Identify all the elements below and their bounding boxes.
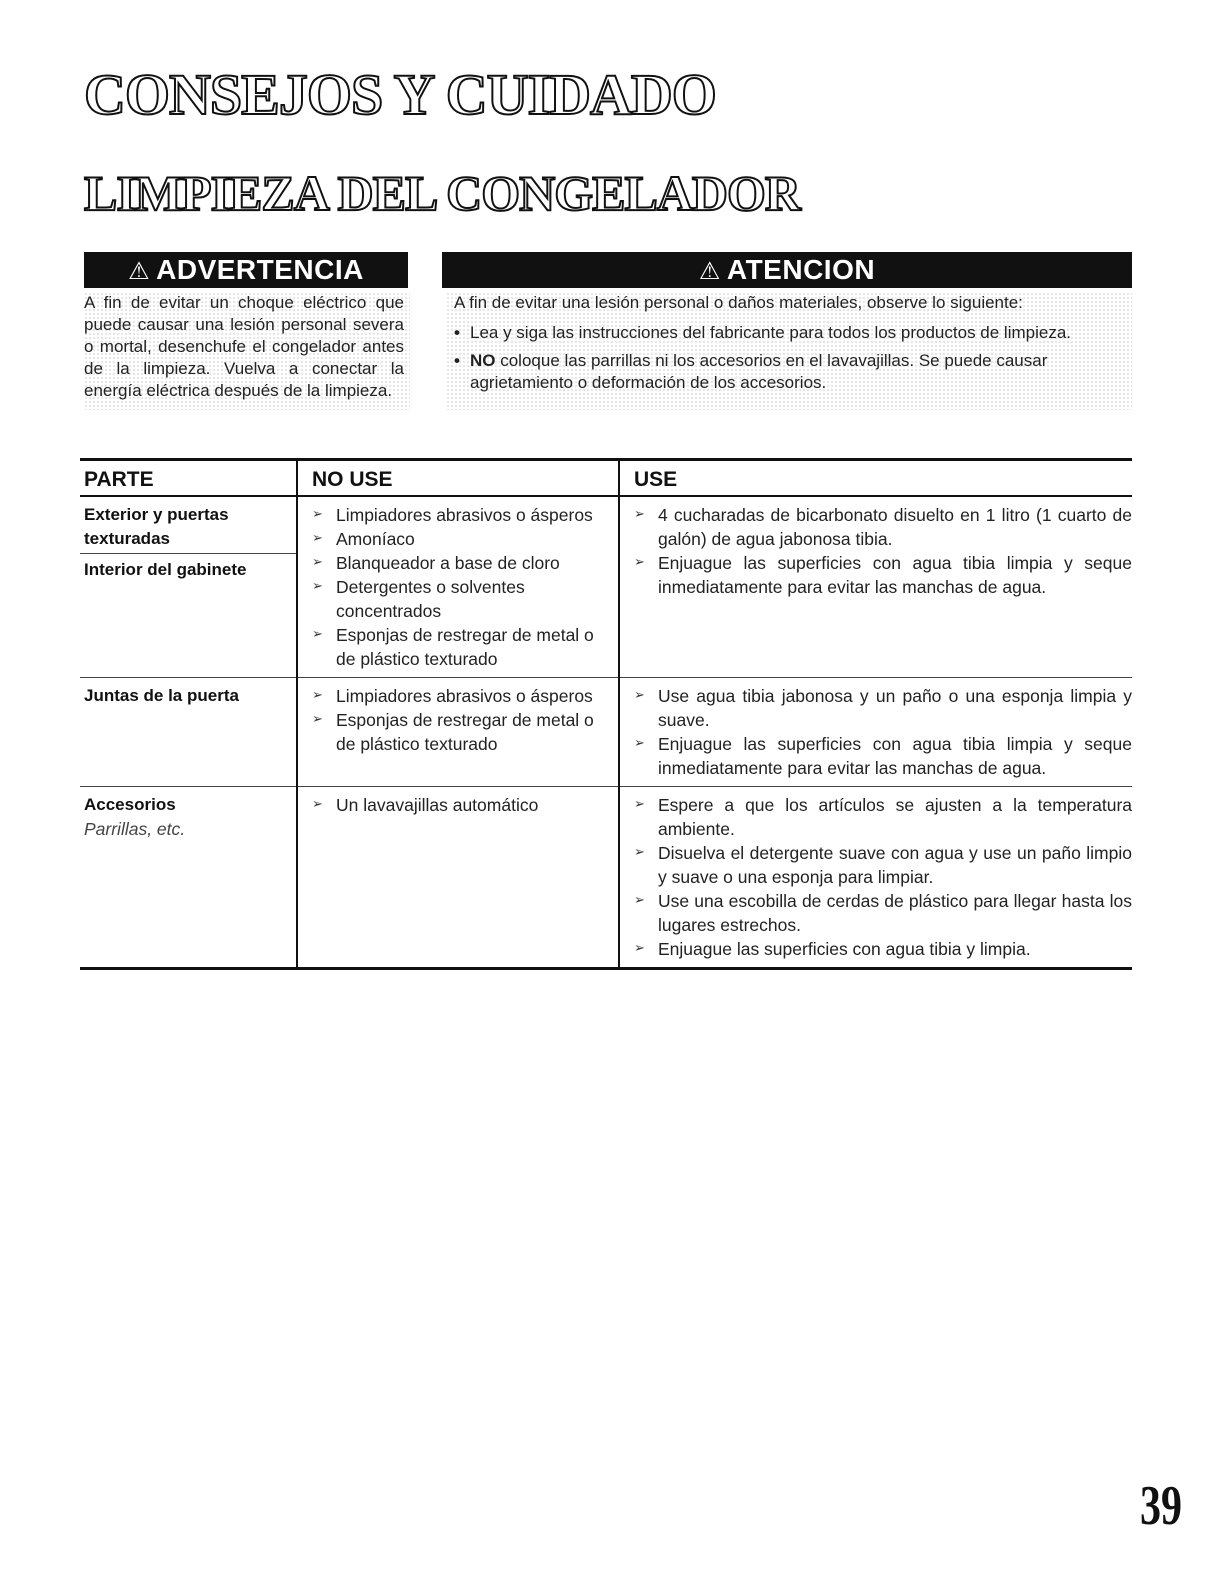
part-name: Exterior y puertas texturadas (80, 503, 296, 554)
atencion-header (442, 252, 1132, 288)
page-title: CONSEJOS Y CUIDADO (84, 62, 716, 127)
list-item: ➢ Un lavavajillas automático (312, 793, 614, 817)
part-name: Interior del gabinete (84, 560, 247, 579)
part-name: Accesorios (84, 795, 176, 814)
page-number: 39 (1140, 1475, 1182, 1537)
no-use-cell (297, 496, 619, 678)
warning-triangle-icon: ⚠ (128, 258, 151, 285)
advertencia-header (84, 252, 408, 288)
list-item: ➢ Use una escobilla de cerdas de plástico para llegar hasta los lugares estrechos. (634, 889, 1132, 937)
list-item: ➢ Enjuague las superficies con agua tibia limpia y seque inmediatamente para evitar las manchas de agua. (634, 732, 1132, 780)
part-cell (80, 496, 297, 678)
list-item: ➢ Esponjas de restregar de metal o de plástico texturado (312, 623, 614, 671)
atencion-bullet: • NO coloque las parrillas ni los accesorios en el lavavajillas. Se puede causar agrietamiento o deformación de los accesorios. (454, 351, 1048, 392)
table-row (80, 678, 1132, 787)
header-use: USE (619, 460, 1132, 497)
atencion-bullet: • Lea y siga las instrucciones del fabricante para todos los productos de limpieza. (454, 322, 1132, 344)
use-cell (619, 787, 1132, 969)
list-item: ➢ Limpiadores abrasivos o ásperos (312, 503, 614, 527)
advertencia-text: A fin de evitar un choque eléctrico que puede causar una lesión personal severa o mortal, desenchufe el congelador antes de la limpieza. Vuelva a conectar la energía eléctrica después de la limpieza. (84, 292, 410, 410)
part-subtitle: Parrillas, etc. (84, 819, 186, 839)
list-item: ➢ Limpiadores abrasivos o ásperos (312, 684, 614, 708)
no-use-cell (297, 678, 619, 787)
atencion-label: ATENCION (726, 254, 876, 285)
atencion-box (446, 292, 1132, 410)
atencion-bullet-text: Lea y siga las instrucciones del fabricante para todos los productos de limpieza. (470, 323, 1072, 342)
list-item: ➢ Amoníaco (312, 527, 614, 551)
list-item: ➢ Use agua tibia jabonosa y un paño o una esponja limpia y suave. (634, 684, 1132, 732)
atencion-bullet-bold: NO (470, 351, 496, 370)
list-item: ➢ Esponjas de restregar de metal o de plástico texturado (312, 708, 614, 756)
header-parte: PARTE (80, 460, 297, 497)
header-no-use: NO USE (297, 460, 619, 497)
table-row (80, 787, 1132, 969)
table-row (80, 496, 1132, 678)
use-cell (619, 678, 1132, 787)
warning-triangle-icon: ⚠ (698, 258, 721, 285)
list-item: ➢ Enjuague las superficies con agua tibia limpia y seque inmediatamente para evitar las manchas de agua. (634, 551, 1132, 599)
use-cell (619, 496, 1132, 678)
list-item: ➢ Espere a que los artículos se ajusten a la temperatura ambiente. (634, 793, 1132, 841)
table-header-row (80, 460, 1132, 497)
list-item: ➢ Detergentes o solventes concentrados (312, 575, 614, 623)
part-cell (80, 787, 297, 969)
list-item: ➢ Enjuague las superficies con agua tibia y limpia. (634, 937, 1132, 961)
advertencia-label: ADVERTENCIA (156, 254, 364, 285)
cleaning-table (80, 458, 1132, 970)
part-name: Juntas de la puerta (84, 686, 239, 705)
section-title: LIMPIEZA DEL CONGELADOR (84, 165, 801, 221)
no-use-cell (297, 787, 619, 969)
list-item: ➢ Disuelva el detergente suave con agua y use un paño limpio y suave o una esponja para limpiar. (634, 841, 1132, 889)
list-item: ➢ Blanqueador a base de cloro (312, 551, 614, 575)
atencion-intro: A fin de evitar una lesión personal o daños materiales, observe lo siguiente: (454, 293, 1023, 312)
atencion-bullet-text: coloque las parrillas ni los accesorios en el lavavajillas. Se puede causar agrietamiento o deformación de los accesorios. (470, 351, 1048, 392)
part-cell (80, 678, 297, 787)
list-item: ➢ 4 cucharadas de bicarbonato disuelto en 1 litro (1 cuarto de galón) de agua jabonosa tibia. (634, 503, 1132, 551)
